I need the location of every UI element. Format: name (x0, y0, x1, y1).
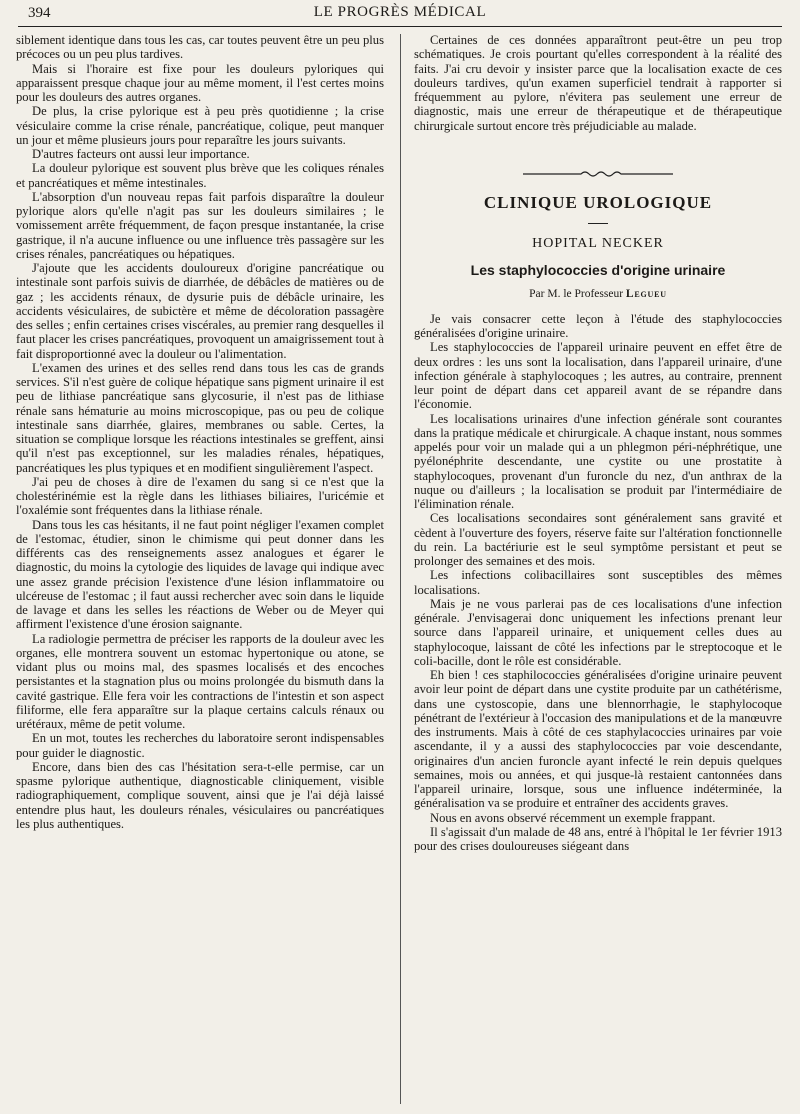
page-number: 394 (28, 5, 51, 21)
paragraph: Mais je ne vous parlerai pas de ces localisations d'une infection générale. J'envisagerai donc uniquement les infections prenant leur source dans l'appareil urinaire, et uniquement celles dues au staphylocoque, laissant de côté les infections par le streptocoque et le coli-bacille, dont le rôle est considérable. (414, 596, 782, 668)
paragraph: D'autres facteurs ont aussi leur importance. (32, 147, 250, 161)
byline-prefix: Par M. le Professeur (529, 287, 624, 300)
paragraph: Ces localisations secondaires sont généralement sans gravité et cèdent à l'ouverture des foyers, réserve faite sur l'altération fonctionnelle du rein. La bactériurie est le seul symptôme persistant et peut se prolonger des semaines et des mois. (414, 511, 782, 568)
left-column (16, 33, 384, 831)
paragraph: J'ai peu de choses à dire de l'examen du sang si ce n'est que la cholestérinémie est la règle dans les lithiases biliaires, l'uricémie et l'oxalémie sont fréquentes dans la lithiase rénale. (16, 474, 384, 518)
paragraph: Les localisations urinaires d'une infection générale sont courantes dans la pratique médicale et chirurgicale. A chaque instant, nous sommes appelés pour voir un malade qui a un phlegmon péri-néphrétique, une pyélonéphrite descendante, une cystite ou une prostatite à staphylocoques, provenant d'un furoncle du nez, d'un anthrax de la nuque ou d'ailleurs ; la localisation se produit par l'intermédiaire de l'élimination rénale. (414, 411, 782, 511)
paragraph: Eh bien ! ces staphilococcies généralisées d'origine urinaire peuvent avoir leur point de départ dans une cystite produite par un cathétérisme, dans une cystoscopie, dans une blennorrhagie, le staphylocoque pénétrant de l'extérieur à l'occasion des manipulations et de la manœuvre des instruments. Mais à côté de ces staphylacoccies urinaires par voie ascendante, il y a aussi des staphylococcies par voie descendante, originaires d'un ancien furoncle ayant infecté le rein depuis quelques semaines, mois ou années, et qui jusque-là restaient cantonnées dans l'appareil urinaire, lorsque, sous une influence indéterminée, la généralisation va se produire et entraîner des accidents graves. (414, 668, 782, 811)
paragraph: Les staphylococcies de l'appareil urinaire peuvent en effet être de deux ordres : les uns sont la localisation, dans l'appareil urinaire, d'une infection générale à staphylocoques ; les autres, au contraire, prennent leur point de départ dans cet appareil avant de se répandre dans l'économie. (414, 340, 782, 412)
paragraph: En un mot, toutes les recherches du laboratoire seront indispensables pour guider le diagnostic. (16, 731, 384, 760)
paragraph: Dans tous les cas hésitants, il ne faut point négliger l'examen complet de l'estomac, étudier, sinon le chimisme qui peut donner dans les différents cas des renseignements assez analogues et égarer le diagnostic, du moins la cytologie des liquides de lavage qui indique avec une assez grande précision l'existence d'une lésion inflammatoire ou ulcéreuse de l'estomac ; il faut aussi rechercher avec soin dans le liquide de lavage et dans les selles les réactions de Weber ou de Meyer qui affirment l'existence d'une érosion saignante. (16, 517, 384, 632)
paragraph: Il s'agissait d'un malade de 48 ans, entré à l'hôpital le 1er février 1913 pour des crises douloureuses siégeant dans (414, 824, 782, 853)
paragraph: De plus, la crise pylorique est à peu près quotidienne ; la crise vésiculaire comme la crise rénale, pancréatique, colique, peut manquer un jour et même plusieurs jours pour reparaître les jours suivants. (16, 104, 384, 147)
hospital-name: HOPITAL NECKER (532, 235, 664, 251)
paragraph: L'examen des urines et des selles rend dans tous les cas de grands services. S'il n'est guère de colique hépatique sans pigment urinaire il est peu de lithiase pancréatique sans glycosurie, il n'est pas de lithiase rénale sans hématurie au moins microscopique, pas ou peu de colique intestinale sans diarrhée, glaires, membranes ou sable. Certes, la situation se complique lorsque les réactions intestinales se greffent, ainsi qu'il n'est pas exceptionnel, sur les maladies rénales, hépatiques, pancréatiques les plus typiques et en modifient singulièrement l'aspect. (16, 360, 384, 475)
paragraph: La radiologie permettra de préciser les rapports de la douleur avec les organes, elle montrera souvent un estomac hypertonique ou atone, se vidant plus ou moins mal, des spasmes localisés et des encoches persistantes et la stagnation plus ou moins prolongée du bismuth dans la cavité gastrique. Elle fera voir les contractions de l'intestin et son aspect filiforme, elle fera apparaître sur la plaque certains calculs rénaux ou urétéraux, même de petit volume. (16, 631, 384, 731)
page-header (18, 2, 782, 27)
right-column (414, 33, 782, 853)
byline-author: Legueu (625, 287, 667, 300)
ornament-divider (523, 167, 673, 179)
running-title: LE PROGRÈS MÉDICAL (313, 4, 487, 20)
title-dash (588, 223, 608, 224)
section-title: CLINIQUE UROLOGIQUE (483, 192, 713, 212)
paragraph: J'ajoute que les accidents douloureux d'origine pancréatique ou intestinale sont parfois suivis de diarrhée, de débâcles de matières ou de gaz ; les accidents rénaux, de dysurie puis de débâcle urinaire, les accidents vésiculaires, de subictère et même de décoloration passagère des selles ; enfin certaines crises viscérales, au premier rang desquelles il faut placer les crises pancréatiques, provoquent un amaigrissement tout à fait disproportionné avec la douleur ou l'alimentation. (16, 261, 384, 361)
column-divider (400, 34, 401, 1104)
paragraph: Nous en avons observé récemment un exemple frappant. (430, 810, 716, 825)
paragraph: Mais si l'horaire est fixe pour les douleurs pyloriques qui apparaissent presque chaque jour au même moment, il l'est certes moins pour les douleurs des autres organes. (16, 61, 384, 104)
paragraph: L'absorption d'un nouveau repas fait parfois disparaître la douleur pylorique alors qu'elle n'agit pas sur les douleurs similaires ; le vomissement arrête fréquemment, de façon presque instantanée, la crise gastrique, il n'a aucune influence ou une influence très passagère sur les crises rénales, pancréatiques ou hépatiques. (16, 189, 384, 261)
byline (414, 288, 782, 300)
paragraph: Encore, dans bien des cas l'hésitation sera-t-elle permise, car un spasme pylorique authentique, diagnosticable cliniquement, visible radiographiquement, complique souvent, ainsi que je l'ai déjà laissé entendre plus haut, les douleurs rénales, vésiculaires ou pancréatiques les plus authentiques. (16, 759, 384, 831)
article-title: Les staphylococcies d'origine urinaire (470, 261, 726, 278)
intro-paragraph: Certaines de ces données apparaîtront peut-être un peu trop schématiques. Je crois pourtant qu'elles correspondent à la réalité des faits. J'ai cru devoir y insister parce que la localisation exacte de ces douleurs tardives, qu'un examen superficiel tendrait à rapporter si fréquemment au pylore, n'évitera pas seulement une erreur de diagnostic, mais une erreur de thérapeutique et de thérapeutique chirurgicale surtout encore très préjudiciable au malade. (414, 33, 782, 133)
paragraph: Les infections colibacillaires sont susceptibles des mêmes localisations. (414, 568, 782, 597)
paragraph: siblement identique dans tous les cas, car toutes peuvent être un peu plus précoces ou un peu plus tardives. (16, 33, 384, 62)
paragraph: Je vais consacrer cette leçon à l'étude des staphylococcies généralisées d'origine urinaire. (414, 311, 782, 340)
paragraph: La douleur pylorique est souvent plus brève que les coliques rénales et pancréatiques et même intestinales. (16, 161, 384, 190)
